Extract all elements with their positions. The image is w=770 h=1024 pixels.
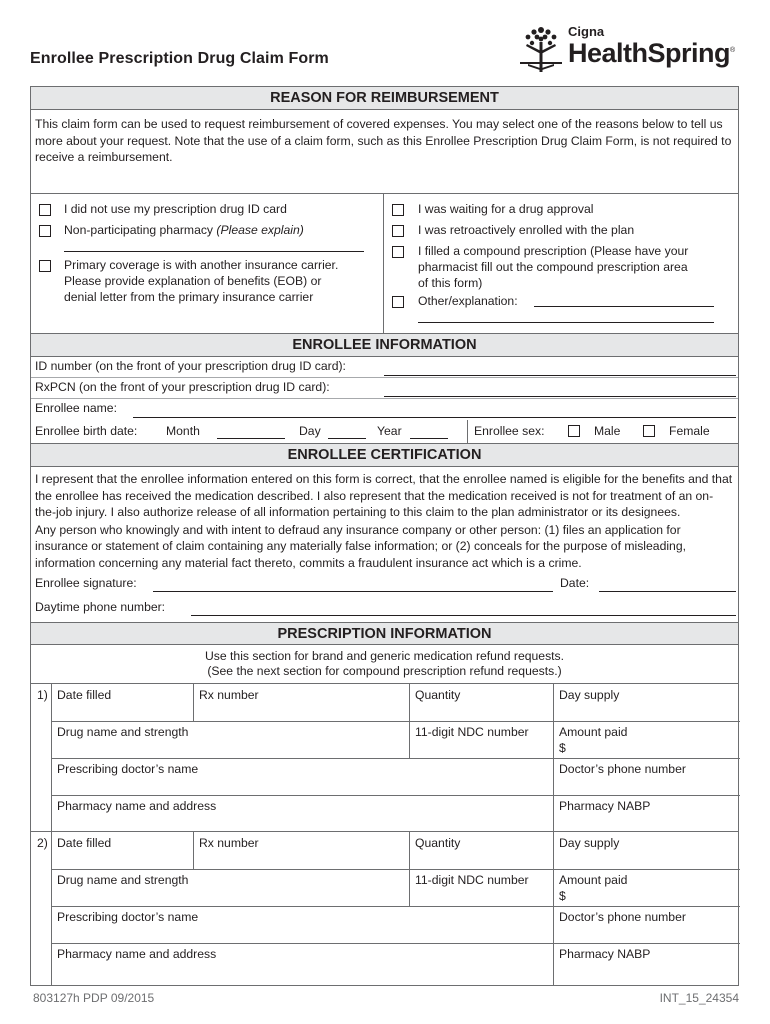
rxpcn-row [31,378,738,399]
entry-left-rule [51,832,52,985]
other-explanation-line[interactable] [534,306,714,307]
id-number-row [31,357,738,378]
ndc-label[interactable]: 11-digit NDC number [415,873,529,887]
rx-number-label[interactable]: Rx number [199,836,259,850]
birth-sex-divider [467,420,468,443]
day-label: Day [299,424,321,438]
certification-paragraph-1: I represent that the enrollee information entered on this form is correct, that the enrollee named is eligible for the benefits and that the enrollee has received the medication described. I also represent that the medication received is not for treatment of an on-the-job injury. I also authorize release of all information pertaining to this claim to the plan administrator or its designees. [35,472,733,519]
option-primary-coverage-line3: denial letter from the primary insurance carrier [64,290,314,304]
certification-paragraph-2: Any person who knowingly and with intent to defraud any insurance company or other person: (1) files an application for insurance or statement of claim containing any materially false information; or (2) conceals for the purpose of misleading, information concerning any material fact thereto, commits a fraudulent insurance act which is a crime. [35,522,686,570]
amount-paid-label[interactable]: Amount paid [559,725,628,739]
quantity-label[interactable]: Quantity [415,688,461,702]
enrollee-name-row [31,399,738,420]
option-compound-line2: pharmacist fill out the compound prescription area [418,260,688,274]
amount-paid-label[interactable]: Amount paid [559,873,628,887]
sex-label: Enrollee sex: [474,424,545,438]
option-retroactive: I was retroactively enrolled with the plan [418,223,635,237]
date-field[interactable] [599,591,736,592]
quantity-label[interactable]: Quantity [415,836,461,850]
row-rule [51,795,740,796]
enrollee-name-field[interactable] [133,417,736,418]
birth-date-row [31,420,738,444]
option-primary-coverage: Primary coverage is with another insurance carrier. [64,258,339,272]
month-field[interactable] [217,438,285,439]
prescription-intro-line-2: (See the next section for compound prescription refund requests.) [207,664,562,678]
option-non-participating: Non-participating pharmacy (Please explain) [64,223,304,237]
brand-cigna: Cigna [568,24,605,39]
section-heading-enrollee: ENROLLEE INFORMATION [31,334,738,357]
cell-divider [193,684,194,721]
cigna-healthspring-logo [518,22,748,78]
id-number-label: ID number (on the front of your prescription drug ID card): [35,359,346,373]
phone-field[interactable] [191,615,736,616]
checkbox-other[interactable] [392,296,404,308]
checkbox-retroactive[interactable] [392,225,404,237]
birth-date-label: Enrollee birth date: [35,424,138,438]
dollar-sign: $ [559,741,566,755]
signature-label: Enrollee signature: [35,576,137,590]
signature-field[interactable] [153,591,553,592]
doctor-phone-label[interactable]: Doctor’s phone number [559,910,686,924]
male-label: Male [594,424,621,438]
enrollee-name-label: Enrollee name: [35,401,117,415]
day-supply-label[interactable]: Day supply [559,836,620,850]
day-supply-label[interactable]: Day supply [559,688,620,702]
checkbox-waiting-approval[interactable] [392,204,404,216]
checkbox-male[interactable] [568,425,580,437]
prescription-intro [31,645,738,684]
phone-label: Daytime phone number: [35,600,166,614]
row-rule [51,869,740,870]
rxpcn-label: RxPCN (on the front of your prescription drug ID card): [35,380,330,394]
female-label: Female [669,424,710,438]
brand-healthspring: HealthSpring® [568,38,735,68]
doctor-phone-label[interactable]: Doctor’s phone number [559,762,686,776]
rx-number-label[interactable]: Rx number [199,688,259,702]
entry-number: 1) [37,688,48,702]
certification-body [31,467,738,571]
cell-divider [193,832,194,869]
reason-right-column [384,194,738,333]
reason-intro-text: This claim form can be used to request reimbursement of covered expenses. You may select one of the reasons below to tell us more about your request. Note that the use of a claim form, such as this Enrollee Prescription Drug Claim Form, is not required to receive a reimbursement. [31,110,738,194]
pharmacy-nabp-label[interactable]: Pharmacy NABP [559,799,651,813]
cell-divider [553,832,554,985]
signature-row [31,572,738,596]
date-label: Date: [560,576,590,590]
prescription-entry-1 [31,684,738,832]
date-filled-label[interactable]: Date filled [57,688,112,702]
prescription-intro-line-1: Use this section for brand and generic medication refund requests. [204,649,565,663]
prescription-entry-2 [31,832,738,985]
tree-of-life-icon [518,24,564,74]
section-heading-prescription: PRESCRIPTION INFORMATION [31,622,738,645]
rxpcn-field[interactable] [384,396,736,397]
row-rule [51,906,740,907]
drug-name-label[interactable]: Drug name and strength [57,725,189,739]
claim-form [30,86,739,986]
year-label: Year [377,424,402,438]
explain-line[interactable] [64,251,364,252]
pharmacy-nabp-label[interactable]: Pharmacy NABP [559,947,651,961]
ndc-label[interactable]: 11-digit NDC number [415,725,529,739]
other-explanation-line-2[interactable] [418,322,714,323]
row-rule [51,721,740,722]
checkbox-non-participating[interactable] [39,225,51,237]
pharmacy-label[interactable]: Pharmacy name and address [57,799,217,813]
checkbox-female[interactable] [643,425,655,437]
option-compound-line3: of this form) [418,276,483,290]
month-label: Month [166,424,200,438]
form-title: Enrollee Prescription Drug Claim Form [30,50,329,67]
checkbox-primary-coverage[interactable] [39,260,51,272]
year-field[interactable] [410,438,448,439]
section-heading-certification: ENROLLEE CERTIFICATION [31,444,738,467]
doctor-name-label[interactable]: Prescribing doctor’s name [57,762,199,776]
section-heading-reason: REASON FOR REIMBURSEMENT [31,87,738,110]
document-id: INT_15_24354 [659,991,739,1005]
option-compound: I filled a compound prescription (Please have your [418,244,689,258]
pharmacy-label[interactable]: Pharmacy name and address [57,947,217,961]
drug-name-label[interactable]: Drug name and strength [57,873,189,887]
form-code: 803127h PDP 09/2015 [33,991,155,1005]
id-number-field[interactable] [384,375,736,376]
checkbox-compound[interactable] [392,246,404,258]
dollar-sign: $ [559,889,566,903]
day-field[interactable] [328,438,366,439]
option-primary-coverage-line2: Please provide explanation of benefits (EOB) or [64,274,322,288]
option-no-id-card: I did not use my prescription drug ID card [64,202,287,216]
row-rule [51,758,740,759]
reason-left-column [31,194,384,333]
entry-number: 2) [37,836,48,850]
row-rule [51,943,740,944]
option-waiting-approval: I was waiting for a drug approval [418,202,594,216]
checkbox-no-id-card[interactable] [39,204,51,216]
doctor-name-label[interactable]: Prescribing doctor’s name [57,910,199,924]
option-other: Other/explanation: [418,294,518,308]
reason-options [31,194,738,334]
phone-row [31,596,738,622]
date-filled-label[interactable]: Date filled [57,836,112,850]
